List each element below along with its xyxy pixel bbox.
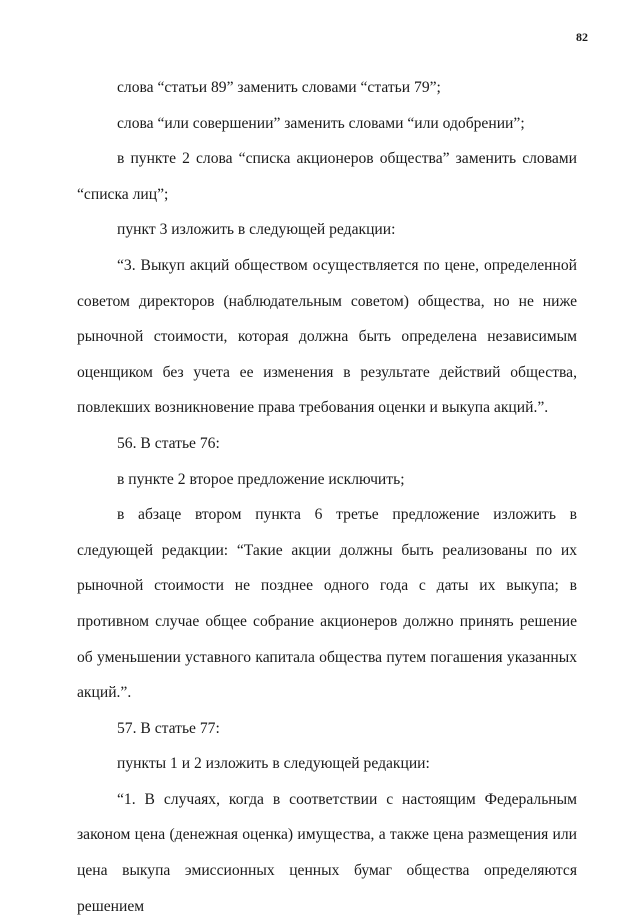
paragraph-1: слова “статьи 89” заменить словами “статьи 79”; [117, 79, 441, 96]
paragraph-5: “3. Выкуп акций обществом осуществляется по цене, определенной советом директоров (наблюдательным советом) общества, но не ниже рыночной стоимости, которая должна быть определена независимым оценщиком без учета ее изменения в результате действий общества, повлекших возникновение права требования оценки и выкупа акций.”. [77, 256, 577, 417]
paragraph-6: 56. В статье 76: [117, 434, 220, 452]
paragraph-3: в пункте 2 слова “списка акционеров общества” заменить словами “списка лиц”; [77, 150, 577, 203]
paragraph-11: “1. В случаях, когда в соответствии с настоящим Федеральным законом цена (денежная оценка) имущества, а также цена размещения или цена выкупа эмиссионных ценных бумаг общества определяются решением [77, 790, 577, 915]
paragraph-9: 57. В статье 77: [117, 719, 220, 737]
paragraph-10: пункты 1 и 2 изложить в следующей редакции: [117, 755, 430, 773]
document-body [77, 70, 577, 924]
paragraph-7: в пункте 2 второе предложение исключить; [117, 470, 405, 488]
paragraph-2: слова “или совершении” заменить словами “или одобрении”; [117, 114, 525, 132]
paragraph-4: пункт 3 изложить в следующей редакции: [117, 221, 396, 239]
paragraph-8: в абзаце втором пункта 6 третье предложение изложить в следующей редакции: “Такие акции должны быть реализованы по их рыночной стоимости не позднее одного года с даты их выкупа; в противном случае общее собрание акционеров должно принять решение об уменьшении уставного капитала общества путем погашения указанных акций.”. [77, 506, 577, 702]
page-number: 82 [576, 30, 588, 44]
